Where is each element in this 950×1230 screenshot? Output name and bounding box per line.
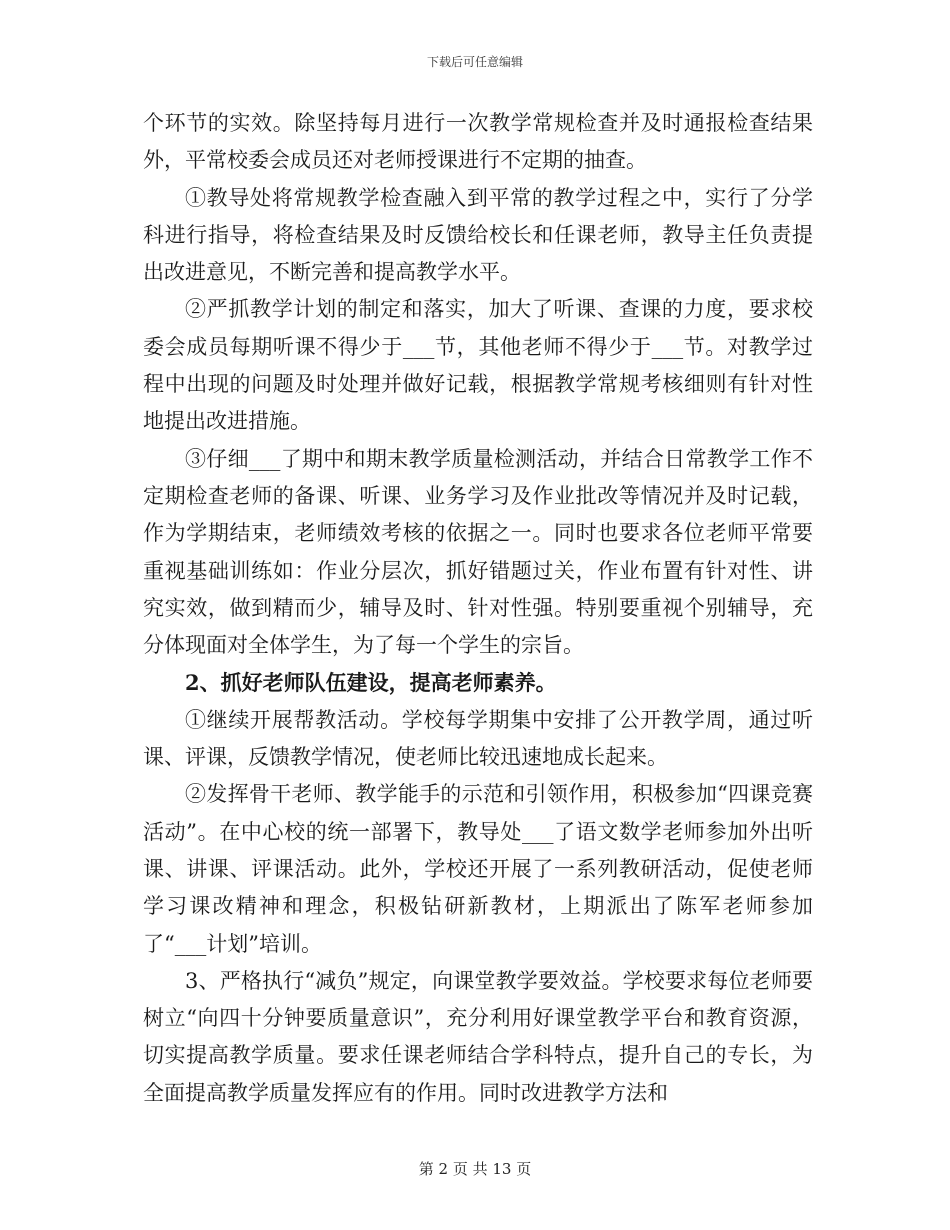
paragraph-section-3: 3、严格执行“减负”规定，向课堂教学要效益。学校要求每位老师要树立“向四十分钟要质量意识”，充分利用好课堂教学平台和教育资源，切实提高教学质量。要求任课老师结合学科特点，提升自己的专长，为全面提高教学质量发挥应有的作用。同时改进教学方法和 <box>143 968 813 1105</box>
paragraph-section2-item-2: ②发挥骨干老师、教学能手的示范和引领作用，积极参加“四课竞赛活动”。在中心校的统一部署下，教导处___了语文数学老师参加外出听课、讲课、评课活动。此外，学校还开展了一系列教研活动，促使老师学习课改精神和理念，积极钻研新教材，上期派出了陈军老师参加了“___计划”培训。 <box>143 782 813 956</box>
page-footer: 第 2 页 共 13 页 <box>418 1160 532 1178</box>
document-body <box>143 105 813 1112</box>
paragraph-item-3: ③仔细___了期中和期末教学质量检测活动，并结合日常教学工作不定期检查老师的备课、听课、业务学习及作业批改等情况并及时记载，作为学期结束，老师绩效考核的依据之一。同时也要求各位老师平常要重视基础训练如：作业分层次，抓好错题过关，作业布置有针对性、讲究实效，做到精而少，辅导及时、针对性强。特别要重视个别辅导，充分体现面对全体学生，为了每一个学生的宗旨。 <box>143 446 813 658</box>
paragraph-section2-item-1: ①继续开展帮教活动。学校每学期集中安排了公开教学周，通过听课、评课，反馈教学情况，使老师比较迅速地成长起来。 <box>143 707 813 770</box>
paragraph-item-2: ②严抓教学计划的制定和落实，加大了听课、查课的力度，要求校委会成员每期听课不得少于___节，其他老师不得少于___节。对教学过程中出现的问题及时处理并做好记载，根据教学常规考核细则有针对性地提出改进措施。 <box>143 297 813 434</box>
page-header: 下载后可任意编辑 <box>426 55 523 69</box>
paragraph-item-1: ①教导处将常规教学检查融入到平常的教学过程之中，实行了分学科进行指导，将检查结果及时反馈给校长和任课老师，教导主任负责提出改进意见，不断完善和提高教学水平。 <box>143 185 813 285</box>
section-heading-2: 2、抓好老师队伍建设，提高老师素养。 <box>185 670 557 696</box>
paragraph-continuation: 个环节的实效。除坚持每月进行一次教学常规检查并及时通报检查结果外，平常校委会成员还对老师授课进行不定期的抽查。 <box>143 111 813 173</box>
